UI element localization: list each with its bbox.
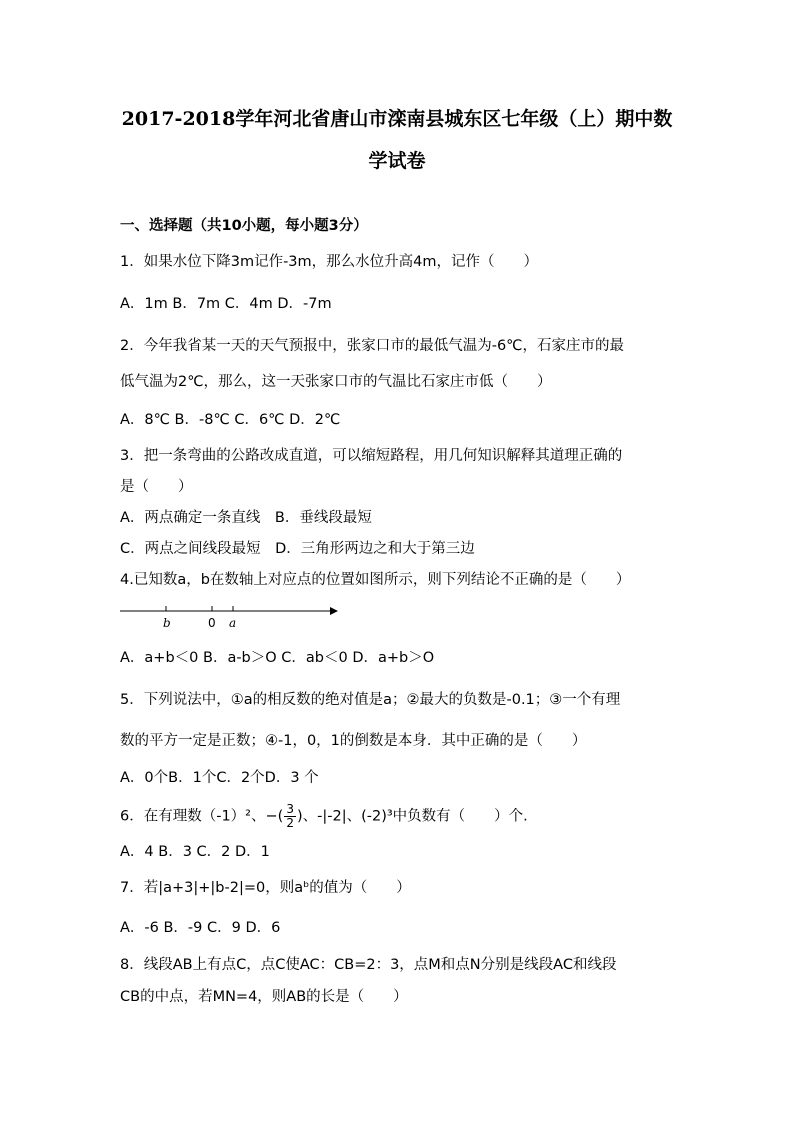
fraction-denominator: 2 [286, 816, 294, 830]
question-4-options: A．a+b＜0 B．a-b＞O C．ab＜0 D．a+b＞O [120, 650, 435, 666]
question-6-prefix: 6．在有理数（-1）²、 [120, 808, 266, 825]
question-8-stem-line1: 8．线段AB上有点C，点C使AC：CB=2：3，点M和点N分别是线段AC和线段 [120, 957, 617, 973]
page-title-line1: 2017-2018学年河北省唐山市滦南县城东区七年级（上）期中数 [121, 108, 673, 130]
label-zero: 0 [208, 616, 216, 630]
label-a: a [229, 616, 237, 630]
question-2-options: A．8℃ B．-8℃ C．6℃ D．2℃ [120, 412, 341, 428]
question-1-stem: 1．如果水位下降3m记作-3m，那么水位升高4m，记作（ ） [120, 254, 539, 270]
question-7-stem: 7．若|a+3|+|b-2|=0，则aᵇ的值为（ ） [120, 880, 411, 896]
question-3-stem-line2: 是（ ） [120, 479, 193, 495]
neg-close: ) [296, 808, 303, 825]
label-b: b [163, 616, 171, 630]
question-8-stem-line2: CB的中点，若MN=4，则AB的长是（ ） [120, 989, 408, 1005]
page-title-line2: 学试卷 [368, 150, 426, 172]
fraction-three-halves [284, 803, 296, 830]
question-6-stem [120, 803, 680, 830]
neg-open: −( [265, 808, 284, 825]
question-3-options-line2: C．两点之间线段最短 D．三角形两边之和大于第三边 [120, 541, 475, 557]
question-4-stem: 4.已知数a，b在数轴上对应点的位置如图所示，则下列结论不正确的是（ ） [120, 572, 631, 588]
question-5-options: A．0个B．1个C．2个D．3 个 [120, 770, 319, 786]
question-2-stem-line2: 低气温为2℃，那么，这一天张家口市的气温比石家庄市低（ ） [120, 374, 552, 390]
question-5-stem-line1: 5．下列说法中，①a的相反数的绝对值是a；②最大的负数是-0.1；③一个有理 [120, 692, 621, 708]
question-3-stem-line1: 3．把一条弯曲的公路改成直道，可以缩短路程，用几何知识解释其道理正确的 [120, 448, 623, 464]
question-6-suffix: 、-|-2|、(-2)³中负数有（ ）个. [302, 808, 528, 825]
question-5-stem-line2: 数的平方一定是正数；④-1，0，1的倒数是本身．其中正确的是（ ） [120, 733, 587, 749]
number-line-arrow [330, 607, 338, 615]
question-7-options: A．-6 B．-9 C．9 D．6 [120, 920, 281, 936]
section-heading: 一、选择题（共10小题，每小题3分） [120, 218, 368, 234]
question-1-options: A．1m B．7m C．4m D．-7m [120, 296, 332, 312]
question-3-options-line1: A．两点确定一条直线 B．垂线段最短 [120, 510, 372, 526]
fraction-numerator: 3 [286, 802, 294, 816]
question-6-options: A．4 B．3 C．2 D．1 [120, 844, 270, 860]
number-line-figure [118, 598, 338, 634]
question-2-stem-line1: 2．今年我省某一天的天气预报中，张家口市的最低气温为-6℃，石家庄市的最 [120, 338, 624, 354]
